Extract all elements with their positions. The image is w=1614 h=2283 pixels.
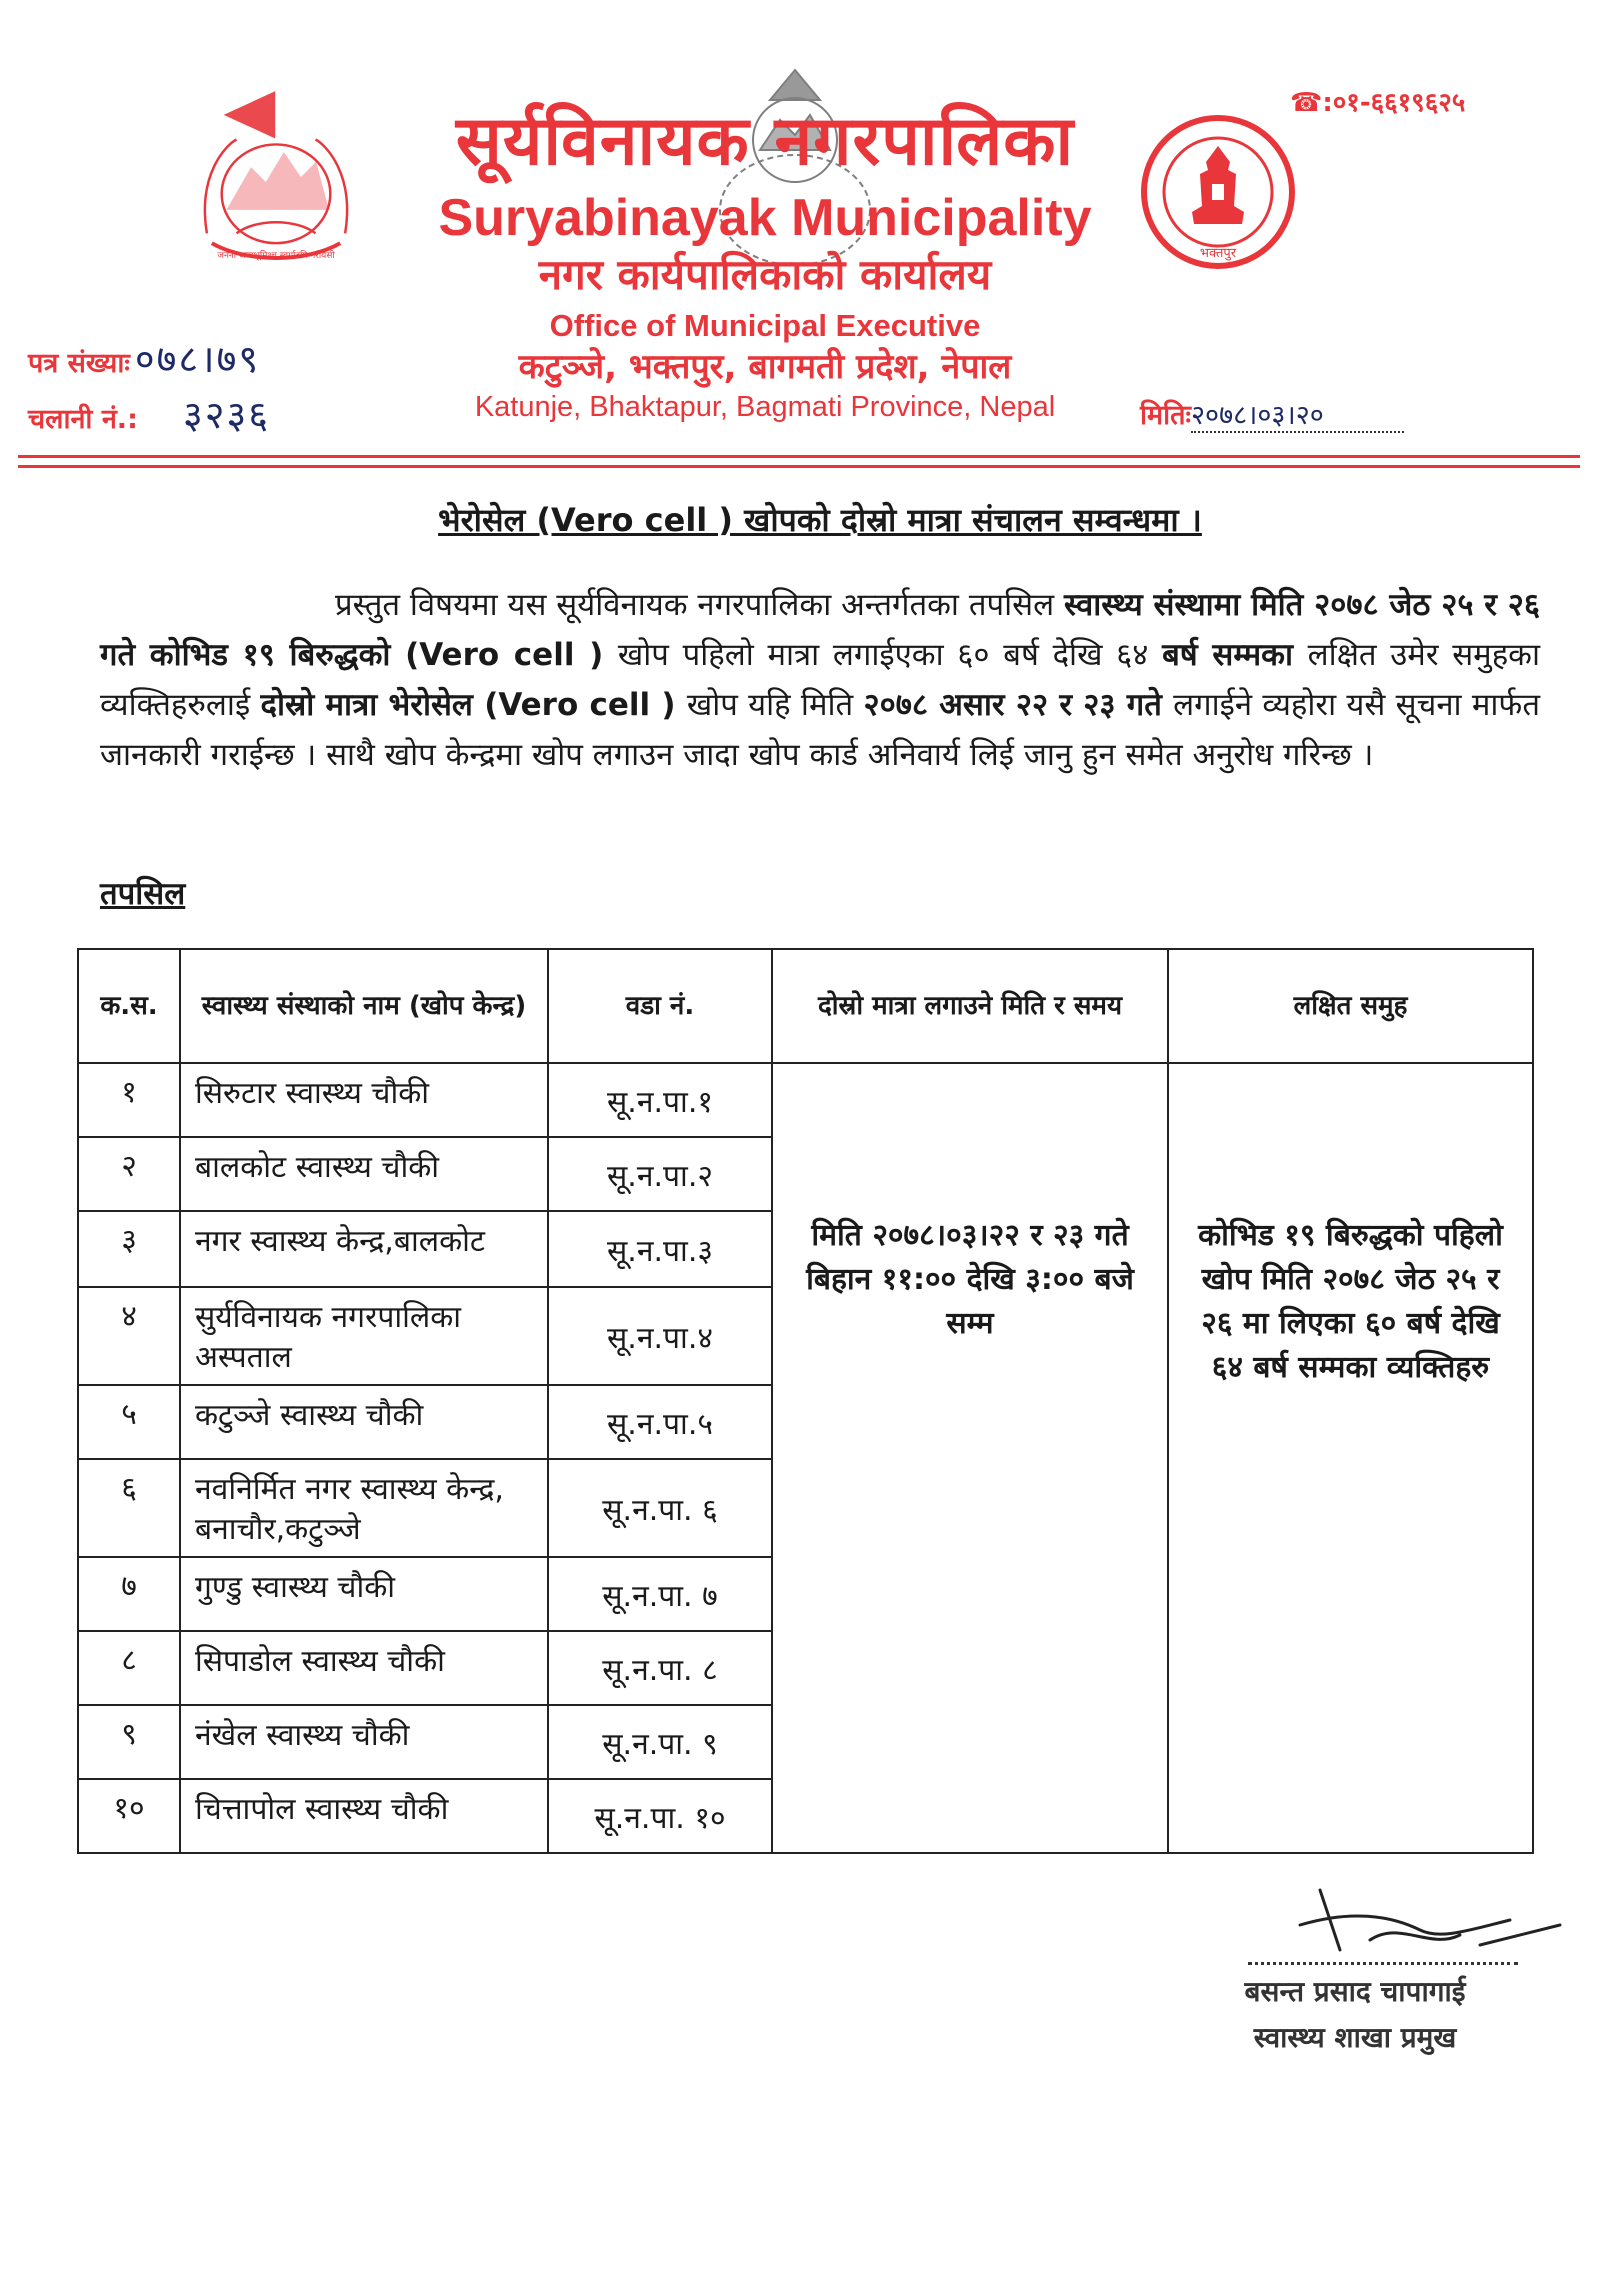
row-name: गुण्डु स्वास्थ्य चौकी	[180, 1557, 548, 1631]
row-name: नगर स्वास्थ्य केन्द्र,बालकोट	[180, 1211, 548, 1287]
row-sn: १०	[78, 1779, 180, 1853]
signature-line	[1248, 1962, 1518, 1965]
row-ward: सू.न.पा. ७	[548, 1557, 772, 1631]
row-name: सुर्यविनायक नगरपालिका अस्पताल	[180, 1287, 548, 1385]
office-title-english: Office of Municipal Executive	[549, 308, 981, 343]
row-sn: ५	[78, 1385, 180, 1459]
svg-text:जननी जन्मभूमिश्च स्वर्गादपि गर: जननी जन्मभूमिश्च स्वर्गादपि गरीयसी	[217, 251, 335, 261]
letter-subject: भेरोसेल (Vero cell ) खोपको दोस्रो मात्रा संचालन सम्वन्धमा ।	[438, 501, 1202, 539]
header-target: लक्षित समुह	[1168, 949, 1533, 1063]
row-sn: ८	[78, 1631, 180, 1705]
row-sn: ३	[78, 1211, 180, 1287]
row-ward: सू.न.पा.२	[548, 1137, 772, 1211]
row-sn: १	[78, 1063, 180, 1137]
row-ward: सू.न.पा.३	[548, 1211, 772, 1287]
date-label: मितिः	[1140, 400, 1191, 431]
address-english: Katunje, Bhaktapur, Bagmati Province, Nepal	[474, 391, 1056, 423]
chalani-value: ३२३६	[182, 393, 271, 437]
row-name: चित्तापोल स्वास्थ्य चौकी	[180, 1779, 548, 1853]
row-name: बालकोट स्वास्थ्य चौकी	[180, 1137, 548, 1211]
patra-sankhya	[28, 332, 260, 384]
merged-date-line1: मिति २०७८।०३।२२ र २३ गते	[811, 1218, 1129, 1253]
row-sn: ९	[78, 1705, 180, 1779]
row-sn: ६	[78, 1459, 180, 1557]
letter-date	[1140, 395, 1404, 432]
date-value: २०७८।०३।२०	[1191, 400, 1404, 433]
header-ward: वडा नं.	[548, 949, 772, 1063]
vaccination-schedule-table	[77, 948, 1534, 1854]
row-ward: सू.न.पा.५	[548, 1385, 772, 1459]
row-name: सिरुटार स्वास्थ्य चौकी	[180, 1063, 548, 1137]
tapsil-heading: तपसिल	[100, 876, 186, 912]
municipality-logo-icon	[1138, 112, 1298, 272]
merged-date-line2: बिहान ११:०० देखि ३:०० बजे सम्म	[806, 1262, 1134, 1341]
nepal-emblem-icon	[197, 84, 355, 274]
svg-text:भक्तपुर: भक्तपुर	[1199, 246, 1237, 261]
municipality-title-nepali: सूर्यविनायक नगरपालिका	[455, 102, 1075, 181]
patra-label: पत्र संख्याः	[28, 348, 130, 379]
header-name: स्वास्थ्य संस्थाको नाम (खोप केन्द्र)	[180, 949, 548, 1063]
phone-number: ☎:०१-६६१९६२५	[1290, 88, 1466, 118]
office-title-nepali: नगर कार्यपालिकाको कार्यालय	[538, 250, 992, 299]
patra-value: ०७८।७९	[134, 337, 261, 381]
signatory-name: बसन्त प्रसाद चापागाई	[1244, 1975, 1466, 2008]
merged-date-cell	[772, 1063, 1168, 1853]
chalani-label: चलानी नं.:	[28, 404, 138, 435]
row-ward: सू.न.पा.१	[548, 1063, 772, 1137]
signatory-title: स्वास्थ्य शाखा प्रमुख	[1253, 2021, 1457, 2054]
row-sn: ७	[78, 1557, 180, 1631]
header-date: दोस्रो मात्रा लगाउने मिति र समय	[772, 949, 1168, 1063]
row-ward: सू.न.पा. ६	[548, 1459, 772, 1557]
table-row	[78, 1063, 1533, 1137]
header-sn: क.स.	[78, 949, 180, 1063]
row-ward: सू.न.पा. १०	[548, 1779, 772, 1853]
address-nepali: कटुञ्जे, भक्तपुर, बागमती प्रदेश, नेपाल	[518, 347, 1012, 387]
row-name: सिपाडोल स्वास्थ्य चौकी	[180, 1631, 548, 1705]
row-sn: २	[78, 1137, 180, 1211]
row-sn: ४	[78, 1287, 180, 1385]
row-name: कटुञ्जे स्वास्थ्य चौकी	[180, 1385, 548, 1459]
municipality-title-english: Suryabinayak Municipality	[438, 189, 1092, 247]
row-ward: सू.न.पा. ९	[548, 1705, 772, 1779]
merged-target-cell: कोभिड १९ बिरुद्धको पहिलो खोप मिति २०७८ जेठ २५ र २६ मा लिएका ६० बर्ष देखि ६४ बर्ष सम्मका व्यक्तिहरु	[1168, 1063, 1533, 1853]
row-name: नंखेल स्वास्थ्य चौकी	[180, 1705, 548, 1779]
letter-body: प्रस्तुत विषयमा यस सूर्यविनायक नगरपालिका अन्तर्गतका तपसिल स्वास्थ्य संस्थामा मिति २०७८ जेठ २५ र २६ गते कोभिड १९ बिरुद्धको (Vero cell ) खोप पहिलो मात्रा लगाईएका ६० बर्ष देखि ६४ बर्ष सम्मका लक्षित उमेर समुहका व्यक्तिहरुलाई दोस्रो मात्रा भेरोसेल (Vero cell ) खोप यहि मिति २०७८ असार २२ र २३ गते लगाईने व्यहोरा यसै सूचना मार्फत जानकारी गराईन्छ । साथै खोप केन्द्रमा खोप लगाउन जादा खोप कार्ड अनिवार्य लिई जानु हुन समेत अनुरोध गरिन्छ ।	[100, 587, 1541, 773]
row-ward: सू.न.पा. ८	[548, 1631, 772, 1705]
header-rule-top	[18, 455, 1580, 458]
header-rule-bottom	[18, 465, 1580, 468]
row-name: नवनिर्मित नगर स्वास्थ्य केन्द्र, बनाचौर,कटुञ्जे	[180, 1459, 548, 1557]
table-header-row	[78, 949, 1533, 1063]
chalani-number	[28, 388, 270, 440]
row-ward: सू.न.पा.४	[548, 1287, 772, 1385]
